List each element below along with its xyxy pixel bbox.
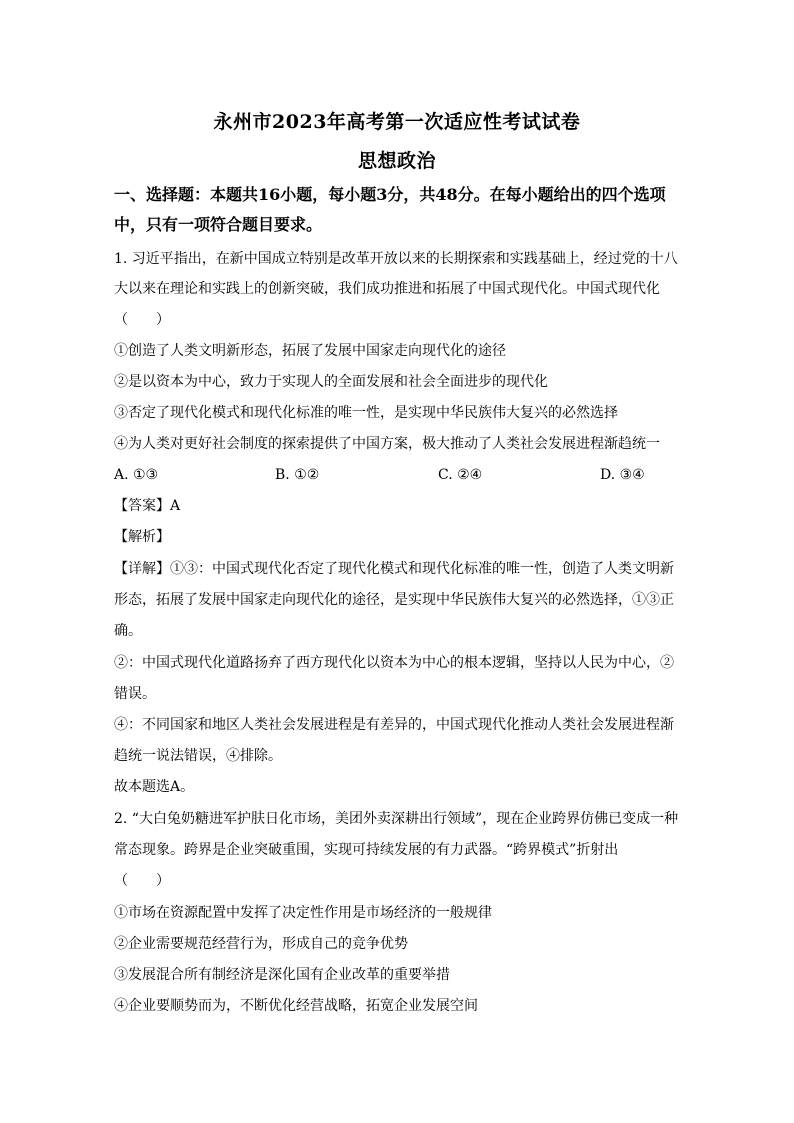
q1-answer: 【答案】A <box>114 498 181 514</box>
q1-detail-line2: 形态，拓展了发展中国家走向现代化的途径，是实现中华民族伟大复兴的必然选择，①③正 <box>114 592 674 608</box>
exam-title: 永州市2023年高考第一次适应性考试试卷 <box>213 111 581 133</box>
section-heading-line1: 一、选择题：本题共16小题，每小题3分，共48分。在每小题给出的四个选项 <box>114 185 666 204</box>
q1-option-c: C. ②④ <box>438 467 483 483</box>
q1-detail-line4: ②：中国式现代化道路扬弃了西方现代化以资本为中心的根本逻辑，坚持以人民为中心，② <box>114 655 674 671</box>
q2-item-3: ③发展混合所有制经济是深化国有企业改革的重要举措 <box>114 967 450 983</box>
q1-stem-line1: 1. 习近平指出，在新中国成立特别是改革开放以来的长期探索和实践基础上，经过党的十八 <box>114 251 678 267</box>
q1-detail-line1: 【详解】①③：中国式现代化否定了现代化模式和现代化标准的唯一性，创造了人类文明新 <box>114 561 674 577</box>
q1-paren: （ ） <box>114 312 170 328</box>
q1-analysis-label: 【解析】 <box>114 529 170 545</box>
q1-detail-line5: 错误。 <box>114 686 156 702</box>
q1-detail-line6: ④：不同国家和地区人类社会发展进程是有差异的，中国式现代化推动人类社会发展进程渐 <box>114 717 674 733</box>
exam-subject: 思想政治 <box>357 150 436 172</box>
q1-item-3: ③否定了现代化模式和现代化标准的唯一性，是实现中华民族伟大复兴的必然选择 <box>114 405 618 421</box>
q1-stem-line2: 大以来在理论和实践上的创新突破，我们成功推进和拓展了中国式现代化。中国式现代化 <box>114 281 660 297</box>
q2-paren: （ ） <box>114 873 170 889</box>
q1-detail-line8: 故本题选A。 <box>114 779 195 795</box>
q1-item-1: ①创造了人类文明新形态，拓展了发展中国家走向现代化的途径 <box>114 343 506 359</box>
q2-stem-line1: 2. “大白兔奶糖进军护肤日化市场，美团外卖深耕出行领域”，现在企业跨界仿佛已变成一种 <box>114 811 679 827</box>
q2-item-2: ②企业需要规范经营行为，形成自己的竞争优势 <box>114 936 408 952</box>
q1-option-a: A. ①③ <box>114 467 159 483</box>
q1-detail-line3: 确。 <box>114 623 142 639</box>
q1-option-b: B. ①② <box>275 467 320 483</box>
section-heading-line2: 中，只有一项符合题目要求。 <box>114 215 323 234</box>
q2-stem-line2: 常态现象。跨界是企业突破重围，实现可持续发展的有力武器。“跨界模式”折射出 <box>114 842 619 858</box>
q1-item-4: ④为人类对更好社会制度的探索提供了中国方案，极大推动了人类社会发展进程渐趋统一 <box>114 436 660 452</box>
q2-item-1: ①市场在资源配置中发挥了决定性作用是市场经济的一般规律 <box>114 905 492 921</box>
q1-option-d: D. ③④ <box>600 467 645 483</box>
q1-item-2: ②是以资本为中心，致力于实现人的全面发展和社会全面进步的现代化 <box>114 374 548 390</box>
q1-detail-line7: 趋统一说法错误，④排除。 <box>114 748 282 764</box>
q1-options <box>114 466 684 484</box>
q2-item-4: ④企业要顺势而为，不断优化经营战略，拓宽企业发展空间 <box>114 998 478 1014</box>
